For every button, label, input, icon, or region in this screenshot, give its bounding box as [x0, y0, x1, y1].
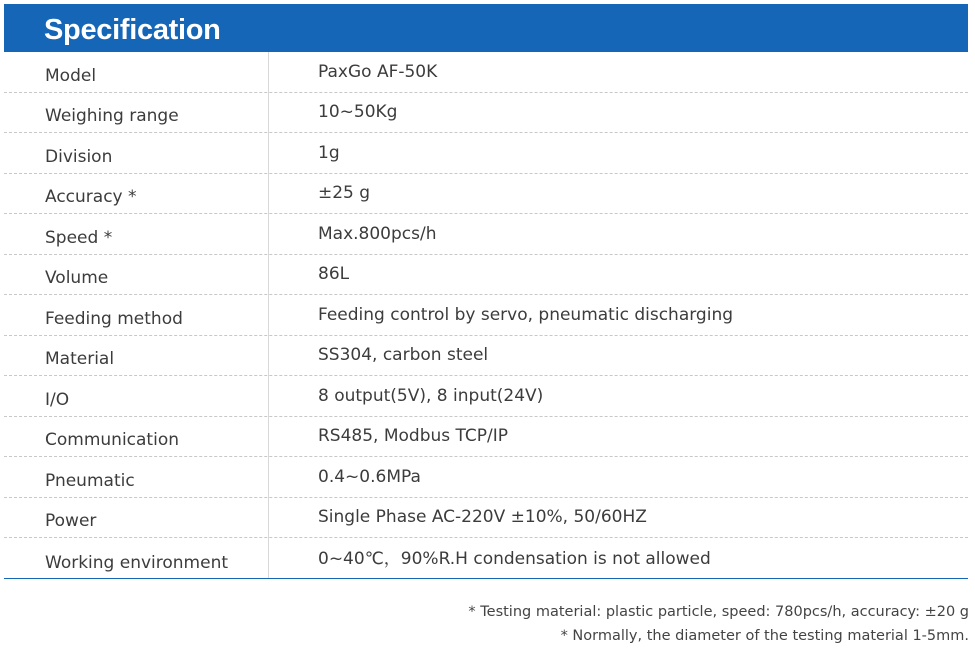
spec-label: Pneumatic	[45, 470, 135, 491]
page-title: Specification	[44, 14, 221, 46]
table-row	[4, 133, 968, 174]
table-row	[4, 214, 968, 255]
table-row	[4, 52, 968, 93]
table-row	[4, 336, 968, 377]
table-row	[4, 538, 968, 579]
spec-value: Max.800pcs/h	[318, 223, 437, 244]
spec-value: PaxGo AF-50K	[318, 61, 438, 82]
spec-label: Accuracy *	[45, 187, 137, 207]
table-row	[4, 255, 968, 296]
spec-value: 8 output(5V), 8 input(24V)	[318, 385, 544, 406]
spec-header	[4, 4, 968, 52]
table-row	[4, 457, 968, 498]
table-row	[4, 93, 968, 134]
table-row	[4, 376, 968, 417]
spec-value: ±25 g	[318, 183, 371, 203]
spec-label: Power	[45, 511, 97, 531]
spec-value: 0.4~0.6MPa	[318, 466, 421, 487]
table-row	[4, 498, 968, 539]
spec-label: Speed *	[45, 227, 113, 248]
table-row	[4, 417, 968, 458]
spec-value: 10~50Kg	[318, 102, 398, 122]
spec-value: RS485, Modbus TCP/IP	[318, 426, 509, 446]
spec-label: Division	[45, 146, 113, 167]
spec-label: Communication	[45, 430, 179, 450]
spec-value: Feeding control by servo, pneumatic discharging	[318, 304, 734, 325]
spec-value: 0~40℃，90%R.H condensation is not allowed	[318, 548, 711, 569]
spec-label: Weighing range	[45, 106, 179, 126]
spec-label: Feeding method	[45, 308, 183, 329]
footnotes	[468, 600, 969, 648]
spec-table	[4, 52, 968, 579]
table-row	[4, 174, 968, 215]
table-row	[4, 295, 968, 336]
spec-label: Volume	[45, 268, 109, 288]
spec-value: SS304, carbon steel	[318, 345, 489, 365]
footnote-testing-material: * Testing material: plastic particle, speed: 780pcs/h, accuracy: ±20 g	[468, 604, 969, 620]
spec-value: Single Phase AC-220V ±10%, 50/60HZ	[318, 507, 647, 527]
spec-label: I/O	[45, 389, 70, 410]
spec-label: Working environment	[45, 552, 229, 573]
spec-value: 1g	[318, 142, 340, 163]
footnote-diameter: * Normally, the diameter of the testing material 1-5mm.	[560, 628, 969, 644]
spec-label: Material	[45, 349, 115, 369]
spec-label: Model	[45, 65, 97, 86]
spec-value: 86L	[318, 264, 350, 284]
